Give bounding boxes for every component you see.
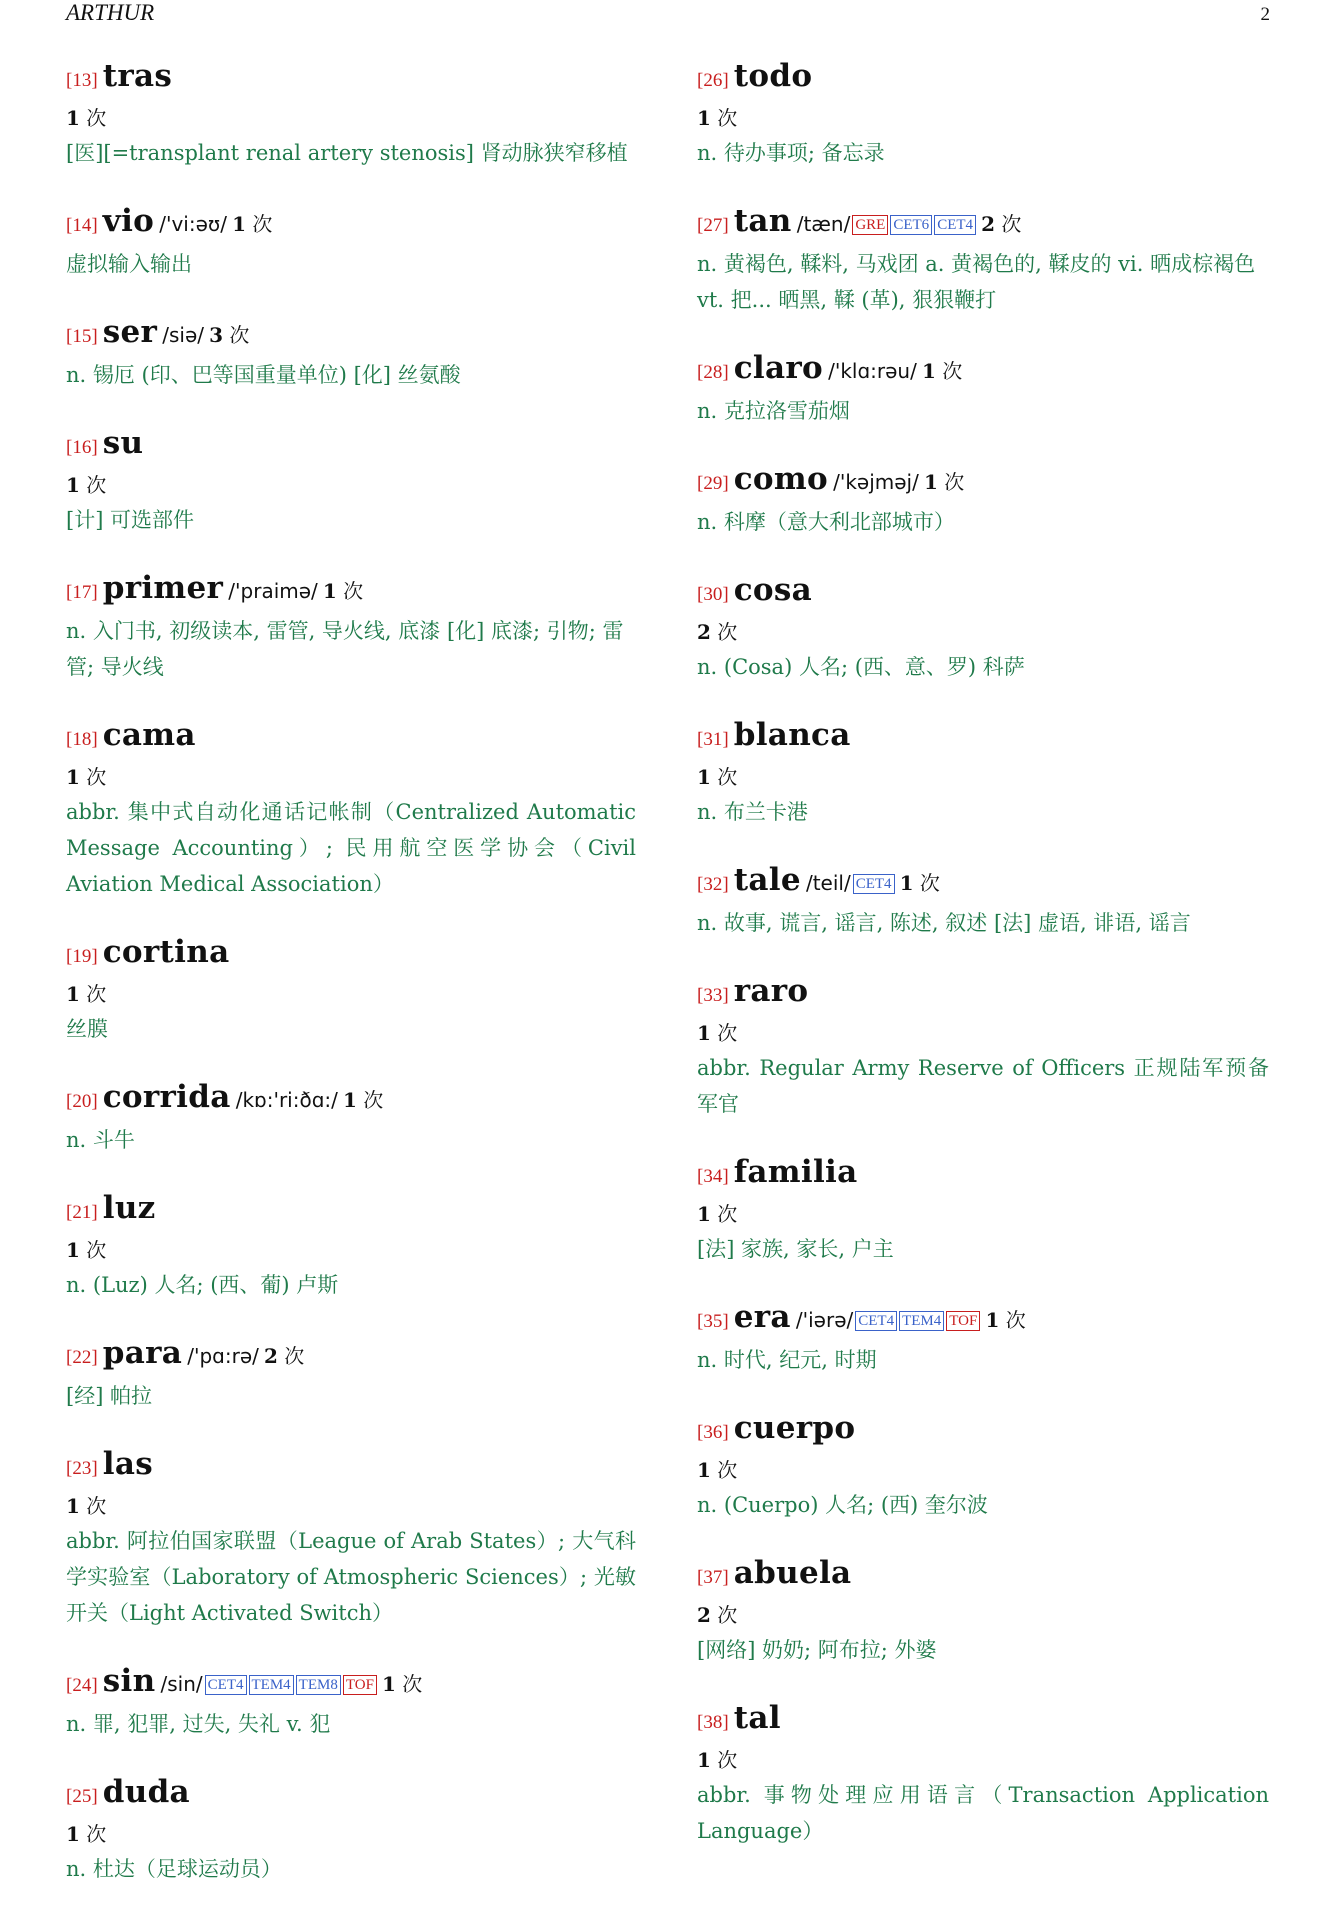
entry-number: [23] [66, 1458, 98, 1479]
headword: tal [733, 1700, 781, 1736]
definition: n. 入门书, 初级读本, 雷管, 导火线, 底漆 [化] 底漆; 引物; 雷管; 导火线 [66, 619, 624, 679]
entry-number: [16] [66, 437, 98, 458]
entry-number: [28] [697, 362, 729, 383]
count-number: 1 [697, 106, 711, 130]
entry-headline [66, 56, 636, 101]
headword: raro [733, 973, 809, 1009]
entry-headline [697, 1553, 1269, 1598]
count-line [697, 101, 1269, 135]
definition: n. 布兰卡港 [697, 800, 808, 824]
pronunciation: /'pɑ:rə/ [187, 1344, 259, 1368]
entry-headline [697, 971, 1269, 1016]
exam-tag-cet4: CET4 [853, 874, 895, 894]
page-number: 2 [1260, 4, 1270, 25]
dictionary-entry [697, 56, 1269, 171]
definition: n. 待办事项; 备忘录 [697, 141, 885, 165]
entry-headline [66, 1188, 636, 1233]
occurrence-count: 1 次 [66, 982, 107, 1006]
entry-headline [66, 1661, 636, 1706]
entry-headline [697, 1152, 1269, 1197]
definition: abbr. Regular Army Reserve of Officers 正规陆军预备军官 [697, 1056, 1269, 1116]
occurrence-count: 1 次 [923, 470, 965, 494]
count-number: 1 [899, 871, 914, 895]
count-line [66, 977, 636, 1011]
entry-headline [66, 1772, 636, 1817]
headword: cama [102, 717, 196, 753]
dictionary-entry [697, 860, 1269, 941]
occurrence-count: 1 次 [899, 871, 940, 895]
count-number: 1 [923, 470, 938, 494]
count-number: 1 [921, 359, 936, 383]
occurrence-count: 1 次 [697, 1748, 738, 1772]
count-number: 1 [66, 473, 80, 497]
definition: 丝膜 [66, 1017, 108, 1041]
occurrence-count: 1 次 [66, 765, 107, 789]
entry-headline [697, 860, 1269, 905]
occurrence-count: 1 次 [66, 106, 107, 130]
exam-tag-tof: TOF [343, 1675, 377, 1695]
definition: n. (Luz) 人名; (西、葡) 卢斯 [66, 1273, 339, 1297]
definition: n. (Cosa) 人名; (西、意、罗) 科萨 [697, 655, 1025, 679]
entry-headline [66, 932, 636, 977]
definition: [经] 帕拉 [66, 1384, 153, 1408]
count-line [697, 1016, 1269, 1050]
entry-number: [34] [697, 1166, 729, 1187]
occurrence-count: 1 次 [66, 1238, 107, 1262]
count-number: 1 [66, 1238, 80, 1262]
entry-headline [66, 312, 636, 357]
entry-number: [13] [66, 70, 98, 91]
dictionary-entry [66, 201, 636, 282]
headword: cuerpo [733, 1410, 856, 1446]
headword: claro [733, 350, 823, 386]
occurrence-count: 1 次 [697, 1202, 738, 1226]
entry-number: [18] [66, 729, 98, 750]
occurrence-count: 1 次 [697, 1458, 738, 1482]
count-number: 2 [697, 1603, 711, 1627]
entry-number: [24] [66, 1675, 98, 1696]
count-line [697, 1598, 1269, 1632]
count-number: 2 [697, 620, 711, 644]
pronunciation: /tæn/ [796, 212, 851, 236]
definition: n. 时代, 纪元, 时期 [697, 1348, 877, 1372]
right-column [697, 56, 1269, 1879]
exam-tag-cet4: CET4 [205, 1675, 247, 1695]
entry-headline [697, 570, 1269, 615]
dictionary-entry [697, 459, 1269, 540]
occurrence-count: 1 次 [697, 106, 738, 130]
definition: abbr. 事物处理应用语言（Transaction Application Language） [697, 1783, 1269, 1843]
dictionary-entry [697, 348, 1269, 429]
count-line [697, 1453, 1269, 1487]
headword: duda [102, 1774, 190, 1810]
entry-headline [66, 1444, 636, 1489]
definition: abbr. 阿拉伯国家联盟（League of Arab States）; 大气科学实验室（Laboratory of Atmospheric Sciences）; 光敏开关（Light Activated Switch） [66, 1529, 636, 1625]
count-number: 3 [209, 323, 224, 347]
headword: vio [102, 203, 155, 239]
count-number: 1 [232, 212, 246, 236]
exam-tag-tof: TOF [946, 1311, 980, 1331]
entry-number: [21] [66, 1202, 98, 1223]
count-number: 1 [66, 765, 80, 789]
entry-number: [31] [697, 729, 729, 750]
count-number: 1 [697, 1202, 711, 1226]
count-line [697, 615, 1269, 649]
headword: para [102, 1335, 183, 1371]
occurrence-count: 2 次 [981, 212, 1022, 236]
entry-number: [37] [697, 1567, 729, 1588]
count-number: 2 [981, 212, 996, 236]
headword: las [102, 1446, 153, 1482]
dictionary-entry [697, 1408, 1269, 1523]
entry-number: [20] [66, 1091, 98, 1112]
entry-number: [38] [697, 1712, 729, 1733]
dictionary-entry [66, 1077, 636, 1158]
count-number: 1 [66, 1494, 80, 1518]
entry-headline [697, 1408, 1269, 1453]
definition: 虚拟输入输出 [66, 252, 192, 276]
count-number: 1 [322, 579, 337, 603]
count-line [697, 1197, 1269, 1231]
pronunciation: /'klɑ:rəu/ [828, 359, 917, 383]
occurrence-count: 1 次 [66, 1822, 107, 1846]
occurrence-count: 1 次 [697, 765, 738, 789]
entry-headline [697, 201, 1269, 246]
count-line [66, 760, 636, 794]
dictionary-entry [66, 568, 636, 685]
entry-number: [19] [66, 946, 98, 967]
dictionary-entry [66, 423, 636, 538]
dictionary-entry [66, 56, 636, 171]
count-line [66, 101, 636, 135]
count-number: 1 [66, 1822, 80, 1846]
occurrence-count: 1 次 [697, 1021, 738, 1045]
headword: familia [733, 1154, 858, 1190]
occurrence-count: 2 次 [263, 1344, 305, 1368]
occurrence-count: 1 次 [382, 1672, 423, 1696]
headword: tras [102, 58, 173, 94]
exam-tag-cet4: CET4 [855, 1311, 897, 1331]
dictionary-entry [697, 971, 1269, 1122]
headword: tale [733, 862, 801, 898]
occurrence-count: 1 次 [66, 473, 107, 497]
headword: cosa [733, 572, 813, 608]
definition: [医][=transplant renal artery stenosis] 肾动脉狭窄移植 [66, 141, 628, 165]
exam-tag-gre: GRE [852, 215, 888, 235]
entry-number: [29] [697, 473, 729, 494]
count-line [66, 1233, 636, 1267]
dictionary-entry [66, 715, 636, 902]
entry-headline [66, 568, 636, 613]
dictionary-entry [697, 1553, 1269, 1668]
dictionary-entry [697, 201, 1269, 318]
count-number: 1 [66, 982, 80, 1006]
entry-headline [697, 1698, 1269, 1743]
dictionary-entry [697, 715, 1269, 830]
headword: como [733, 461, 828, 497]
dictionary-entry [697, 1152, 1269, 1267]
count-number: 1 [342, 1088, 357, 1112]
count-number: 1 [697, 1021, 711, 1045]
pronunciation: /'iərə/ [795, 1308, 854, 1332]
occurrence-count: 2 次 [697, 1603, 738, 1627]
headword: primer [102, 570, 224, 606]
occurrence-count: 1 次 [342, 1088, 384, 1112]
entry-number: [25] [66, 1786, 98, 1807]
entry-number: [27] [697, 215, 729, 236]
occurrence-count: 1 次 [322, 579, 364, 603]
running-header-title: ARTHUR [66, 0, 155, 25]
headword: tan [733, 203, 792, 239]
entry-headline [66, 715, 636, 760]
entry-headline [697, 715, 1269, 760]
entry-headline [66, 1077, 636, 1122]
entry-number: [33] [697, 985, 729, 1006]
entry-number: [15] [66, 326, 98, 347]
dictionary-entry [66, 932, 636, 1047]
exam-tag-tem4: TEM4 [249, 1675, 294, 1695]
exam-tag-cet6: CET6 [890, 215, 932, 235]
pronunciation: /'vi:əʊ/ [159, 212, 227, 236]
headword: su [102, 425, 144, 461]
count-number: 1 [697, 765, 711, 789]
entry-number: [32] [697, 874, 729, 895]
definition: n. (Cuerpo) 人名; (西) 奎尔波 [697, 1493, 988, 1517]
count-line [66, 468, 636, 502]
headword: sin [102, 1663, 156, 1699]
entry-headline [697, 348, 1269, 393]
definition: n. 故事, 谎言, 谣言, 陈述, 叙述 [法] 虚语, 诽语, 谣言 [697, 911, 1191, 935]
headword: cortina [102, 934, 230, 970]
pronunciation: /'kəjməj/ [833, 470, 919, 494]
pronunciation: /siə/ [162, 323, 205, 347]
entry-number: [35] [697, 1311, 729, 1332]
headword: blanca [733, 717, 851, 753]
headword: luz [102, 1190, 156, 1226]
headword: era [733, 1299, 791, 1335]
occurrence-count: 1 次 [232, 212, 273, 236]
count-number: 1 [985, 1308, 1000, 1332]
count-line [697, 1743, 1269, 1777]
count-line [697, 760, 1269, 794]
occurrence-count: 1 次 [985, 1308, 1026, 1332]
definition: n. 斗牛 [66, 1128, 135, 1152]
headword: abuela [733, 1555, 852, 1591]
entry-headline [697, 459, 1269, 504]
definition: [计] 可选部件 [66, 508, 195, 532]
exam-tag-tem8: TEM8 [296, 1675, 341, 1695]
entry-number: [22] [66, 1347, 98, 1368]
dictionary-entry [66, 1333, 636, 1414]
occurrence-count: 3 次 [209, 323, 250, 347]
dictionary-entry [66, 1661, 636, 1742]
dictionary-entry [697, 570, 1269, 685]
entry-number: [17] [66, 582, 98, 603]
entry-number: [36] [697, 1422, 729, 1443]
entry-number: [14] [66, 215, 98, 236]
entry-headline [697, 56, 1269, 101]
count-number: 1 [697, 1458, 711, 1482]
exam-tag-tem4: TEM4 [899, 1311, 944, 1331]
count-line [66, 1489, 636, 1523]
occurrence-count: 1 次 [66, 1494, 107, 1518]
definition: n. 罪, 犯罪, 过失, 失礼 v. 犯 [66, 1712, 331, 1736]
definition: [网络] 奶奶; 阿布拉; 外婆 [697, 1638, 937, 1662]
pronunciation: /'praimə/ [228, 579, 318, 603]
count-number: 1 [697, 1748, 711, 1772]
definition: n. 锡厄 (印、巴等国重量单位) [化] 丝氨酸 [66, 363, 461, 387]
dictionary-entry [66, 1188, 636, 1303]
dictionary-entry [697, 1698, 1269, 1849]
dictionary-entry [66, 1444, 636, 1631]
entry-headline [66, 423, 636, 468]
count-number: 1 [382, 1672, 396, 1696]
definition: n. 科摩（意大利北部城市） [697, 510, 955, 534]
definition: abbr. 集中式自动化通话记帐制（Centralized Automatic Message Accounting）; 民用航空医学协会（Civil Aviation Medical Association） [66, 800, 636, 896]
entry-headline [66, 201, 636, 246]
entry-number: [26] [697, 70, 729, 91]
dictionary-entry [697, 1297, 1269, 1378]
entry-headline [697, 1297, 1269, 1342]
pronunciation: /teil/ [805, 871, 851, 895]
headword: corrida [102, 1079, 231, 1115]
pronunciation: /sin/ [160, 1672, 203, 1696]
definition: n. 黄褐色, 鞣料, 马戏团 a. 黄褐色的, 鞣皮的 vi. 晒成棕褐色 vt. 把... 晒黑, 鞣 (革), 狠狠鞭打 [697, 252, 1256, 312]
definition: [法] 家族, 家长, 户主 [697, 1237, 894, 1261]
headword: todo [733, 58, 813, 94]
left-column [66, 56, 636, 1917]
count-number: 1 [66, 106, 80, 130]
exam-tag-cet4: CET4 [934, 215, 976, 235]
occurrence-count: 2 次 [697, 620, 738, 644]
entry-headline [66, 1333, 636, 1378]
headword: ser [102, 314, 158, 350]
occurrence-count: 1 次 [921, 359, 963, 383]
pronunciation: /kɒ:'ri:ðɑ:/ [235, 1088, 338, 1112]
dictionary-entry [66, 312, 636, 393]
definition: n. 克拉洛雪茄烟 [697, 399, 850, 423]
count-number: 2 [263, 1344, 278, 1368]
count-line [66, 1817, 636, 1851]
definition: n. 杜达（足球运动员） [66, 1857, 282, 1881]
entry-number: [30] [697, 584, 729, 605]
